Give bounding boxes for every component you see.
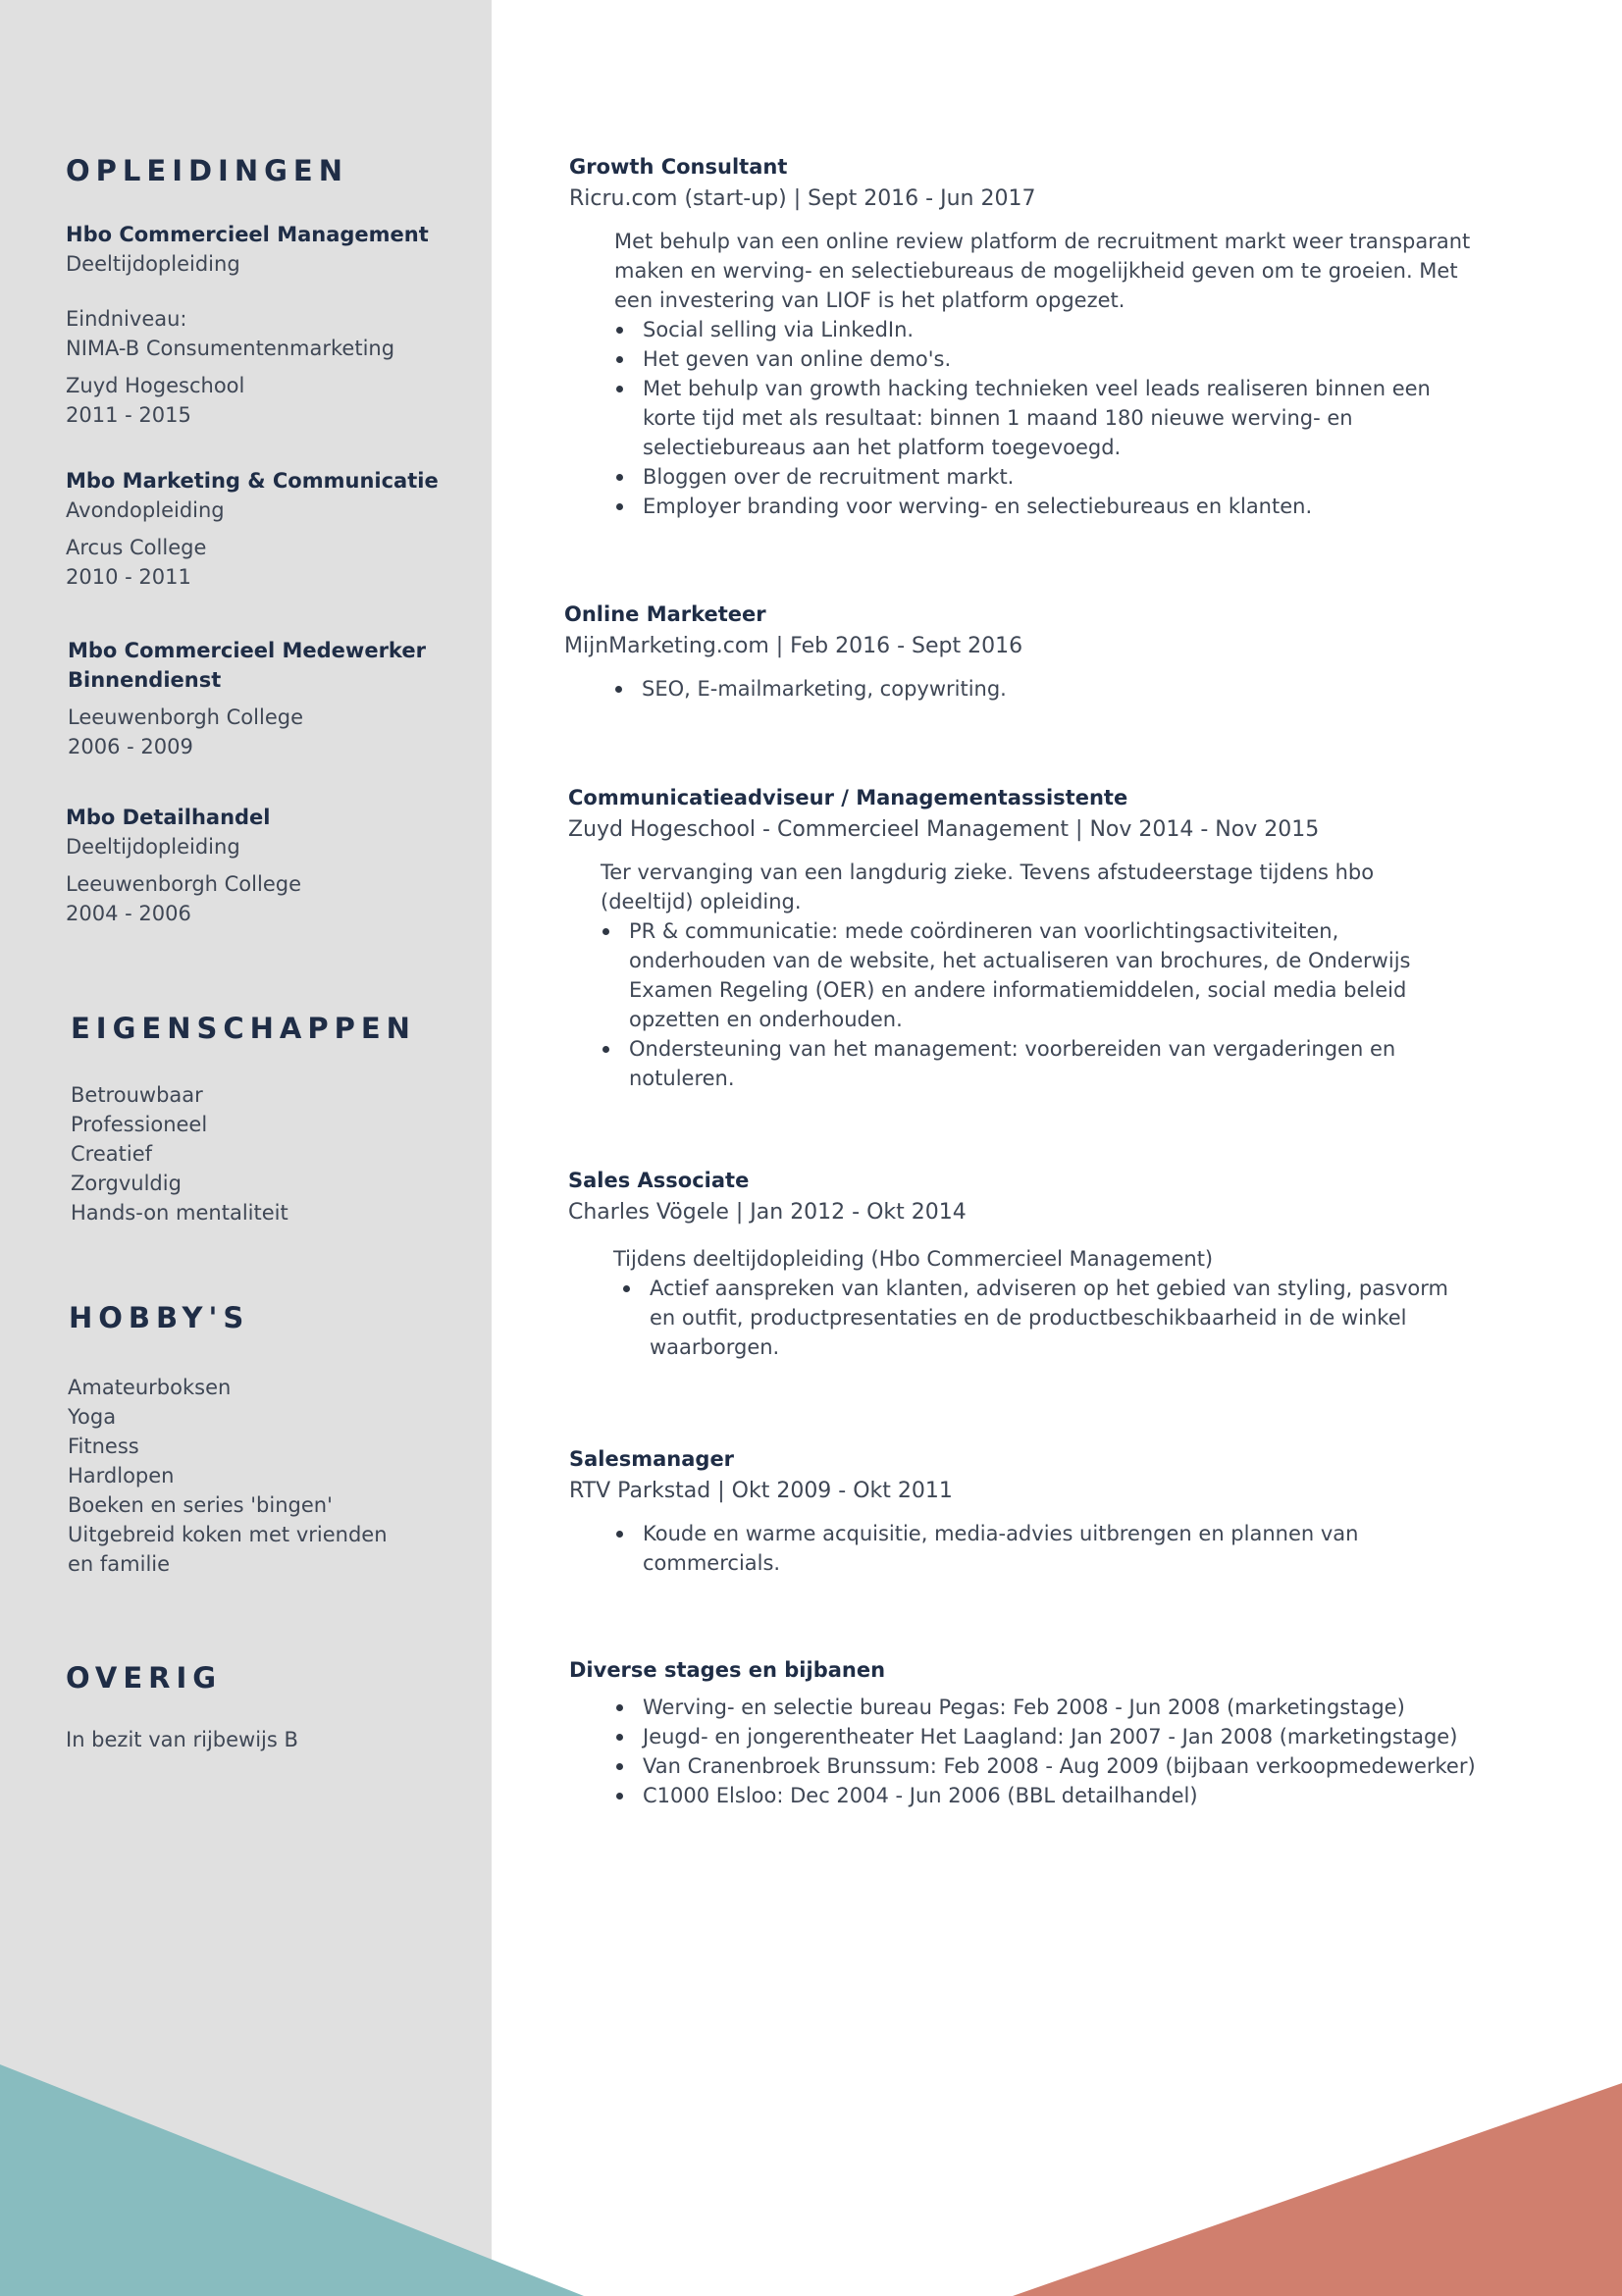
education-school: Arcus College <box>66 536 207 559</box>
job-growth-consultant <box>569 152 1550 521</box>
education-level: NIMA-B Consumentenmarketing <box>66 337 395 360</box>
bullet-icon <box>623 1285 630 1292</box>
bullet-icon <box>615 686 622 693</box>
job-bullets <box>564 674 1545 704</box>
eigenschappen-heading: EIGENSCHAPPEN <box>71 1012 416 1045</box>
bullet-item: Bloggen over de recruitment markt. <box>614 462 1550 492</box>
job-meta: RTV Parkstad | Okt 2009 - Okt 2011 <box>569 1479 953 1503</box>
education-entry-mbo-mc <box>66 466 439 592</box>
education-years: 2004 - 2006 <box>66 902 191 925</box>
job-title: Salesmanager <box>569 1447 735 1471</box>
bullet-item: Actief aanspreken van klanten, adviseren op het gebied van styling, pasvorm en outfit, productpresentaties en de productbeschikbaarheid in de winkel waarborgen. <box>621 1274 1549 1362</box>
job-bullets <box>569 1519 1550 1578</box>
job-communicatieadviseur <box>568 783 1549 1093</box>
education-type: Avondopleiding <box>66 498 225 522</box>
job-diverse-stages <box>569 1655 1609 1810</box>
job-description <box>569 227 1550 315</box>
bullet-icon <box>616 503 623 510</box>
bullet-item: SEO, E-mailmarketing, copywriting. <box>613 674 1545 704</box>
bullet-icon <box>616 1763 623 1770</box>
list-item: Hands-on mentaliteit <box>71 1201 288 1225</box>
education-years: 2011 - 2015 <box>66 403 191 427</box>
description-line: een investering van LIOF is het platform opgezet. <box>614 288 1125 312</box>
list-item: Boeken en series 'bingen' <box>68 1493 333 1517</box>
description-line: Tijdens deeltijdopleiding (Hbo Commercieel Management) <box>613 1247 1214 1271</box>
job-title: Diverse stages en bijbanen <box>569 1658 886 1682</box>
description-line: Met behulp van een online review platform de recruitment markt weer transparant <box>614 230 1471 253</box>
overig-text: In bezit van rijbewijs B <box>66 1728 298 1751</box>
opleidingen-heading: OPLEIDINGEN <box>66 154 349 187</box>
job-bullets <box>568 1274 1549 1362</box>
education-years: 2010 - 2011 <box>66 565 191 589</box>
job-title: Sales Associate <box>568 1169 750 1192</box>
education-entry-hbo-cm <box>66 220 429 430</box>
job-sales-associate <box>568 1166 1549 1362</box>
list-item: Professioneel <box>71 1113 208 1136</box>
education-title: Mbo Marketing & Communicatie <box>66 469 439 493</box>
education-type: Deeltijdopleiding <box>66 835 240 859</box>
bullet-icon <box>616 356 623 363</box>
hobbys-list <box>68 1373 388 1579</box>
job-meta: Charles Vögele | Jan 2012 - Okt 2014 <box>568 1200 967 1225</box>
job-title: Communicatieadviseur / Managementassistente <box>568 786 1128 809</box>
bullet-icon <box>616 1531 623 1538</box>
list-item: Hardlopen <box>68 1464 175 1487</box>
bullet-item: Met behulp van growth hacking technieken veel leads realiseren binnen een korte tijd met als resultaat: binnen 1 maand 180 nieuwe werving- en selectiebureaus aan het platform toegevoegd. <box>614 374 1550 462</box>
teal-triangle <box>0 2064 584 2296</box>
bullet-item: Social selling via LinkedIn. <box>614 315 1550 344</box>
education-entry-mbo-cmb <box>68 636 426 761</box>
education-title-line1: Mbo Commercieel Medewerker <box>68 639 426 662</box>
list-item: Creatief <box>71 1142 153 1166</box>
job-online-marketeer <box>564 600 1545 704</box>
education-years: 2006 - 2009 <box>68 735 193 758</box>
overig-heading: OVERIG <box>66 1661 223 1695</box>
bullet-item: Koude en warme acquisitie, media-advies uitbrengen en plannen van commercials. <box>614 1519 1550 1578</box>
education-school: Leeuwenborgh College <box>68 705 303 729</box>
list-item: Uitgebreid koken met vrienden <box>68 1523 388 1546</box>
bullet-icon <box>602 1046 609 1053</box>
hobbys-heading: HOBBY'S <box>69 1301 250 1334</box>
education-school: Leeuwenborgh College <box>66 872 301 896</box>
bullet-item: PR & communicatie: mede coördineren van voorlichtingsactiviteiten, onderhouden van de website, het actualiseren van brochures, de Onderwijs Examen Regeling (OER) en andere informatiemiddelen, social media beleid opzetten en onderhouden. <box>601 916 1549 1034</box>
bullet-item: Employer branding voor werving- en selectiebureaus en klanten. <box>614 492 1550 521</box>
bullet-item: C1000 Elsloo: Dec 2004 - Jun 2006 (BBL detailhandel) <box>614 1781 1609 1810</box>
job-meta: MijnMarketing.com | Feb 2016 - Sept 2016 <box>564 634 1023 658</box>
list-item: Betrouwbaar <box>71 1083 203 1107</box>
eigenschappen-list <box>71 1080 288 1227</box>
job-description <box>568 858 1549 916</box>
education-type: Deeltijdopleiding <box>66 252 240 276</box>
education-title: Mbo Detailhandel <box>66 806 271 829</box>
list-item: Amateurboksen <box>68 1376 232 1399</box>
bullet-icon <box>616 1793 623 1800</box>
bullet-item: Van Cranenbroek Brunssum: Feb 2008 - Aug 2009 (bijbaan verkoopmedewerker) <box>614 1751 1609 1781</box>
job-description <box>568 1244 1549 1274</box>
bullet-icon <box>616 1704 623 1711</box>
education-school: Zuyd Hogeschool <box>66 374 245 397</box>
job-meta: Ricru.com (start-up) | Sept 2016 - Jun 2017 <box>569 186 1036 211</box>
coral-triangle <box>1013 2083 1622 2296</box>
job-title: Online Marketeer <box>564 602 766 626</box>
bullet-item: Jeugd- en jongerentheater Het Laagland: Jan 2007 - Jan 2008 (marketingstage) <box>614 1722 1609 1751</box>
education-level-label: Eindniveau: <box>66 307 187 331</box>
job-bullets <box>568 916 1549 1093</box>
list-item: Zorgvuldig <box>71 1172 182 1195</box>
bullet-item: Werving- en selectie bureau Pegas: Feb 2008 - Jun 2008 (marketingstage) <box>614 1693 1609 1722</box>
description-line: maken en werving- en selectiebureaus de mogelijkheid geven om te groeien. Met <box>614 259 1458 283</box>
list-item: Yoga <box>68 1405 117 1429</box>
bullet-icon <box>616 1734 623 1741</box>
job-title: Growth Consultant <box>569 155 788 179</box>
bullet-icon <box>616 474 623 481</box>
job-bullets <box>569 315 1550 521</box>
education-title-line2: Binnendienst <box>68 668 222 692</box>
description-line: Ter vervanging van een langdurig zieke. Tevens afstudeerstage tijdens hbo <box>601 861 1375 884</box>
bullet-icon <box>616 327 623 334</box>
bullet-icon <box>616 386 623 392</box>
bullet-icon <box>602 928 609 935</box>
bullet-item: Ondersteuning van het management: voorbereiden van vergaderingen en notuleren. <box>601 1034 1549 1093</box>
job-meta: Zuyd Hogeschool - Commercieel Management | Nov 2014 - Nov 2015 <box>568 817 1320 842</box>
list-item: Fitness <box>68 1435 139 1458</box>
bullet-item: Het geven van online demo's. <box>614 344 1550 374</box>
list-item: en familie <box>68 1552 171 1576</box>
job-bullets <box>569 1693 1609 1810</box>
education-title: Hbo Commercieel Management <box>66 223 429 246</box>
description-line: (deeltijd) opleiding. <box>601 890 802 913</box>
job-salesmanager <box>569 1444 1550 1578</box>
education-entry-mbo-dh <box>66 803 301 928</box>
